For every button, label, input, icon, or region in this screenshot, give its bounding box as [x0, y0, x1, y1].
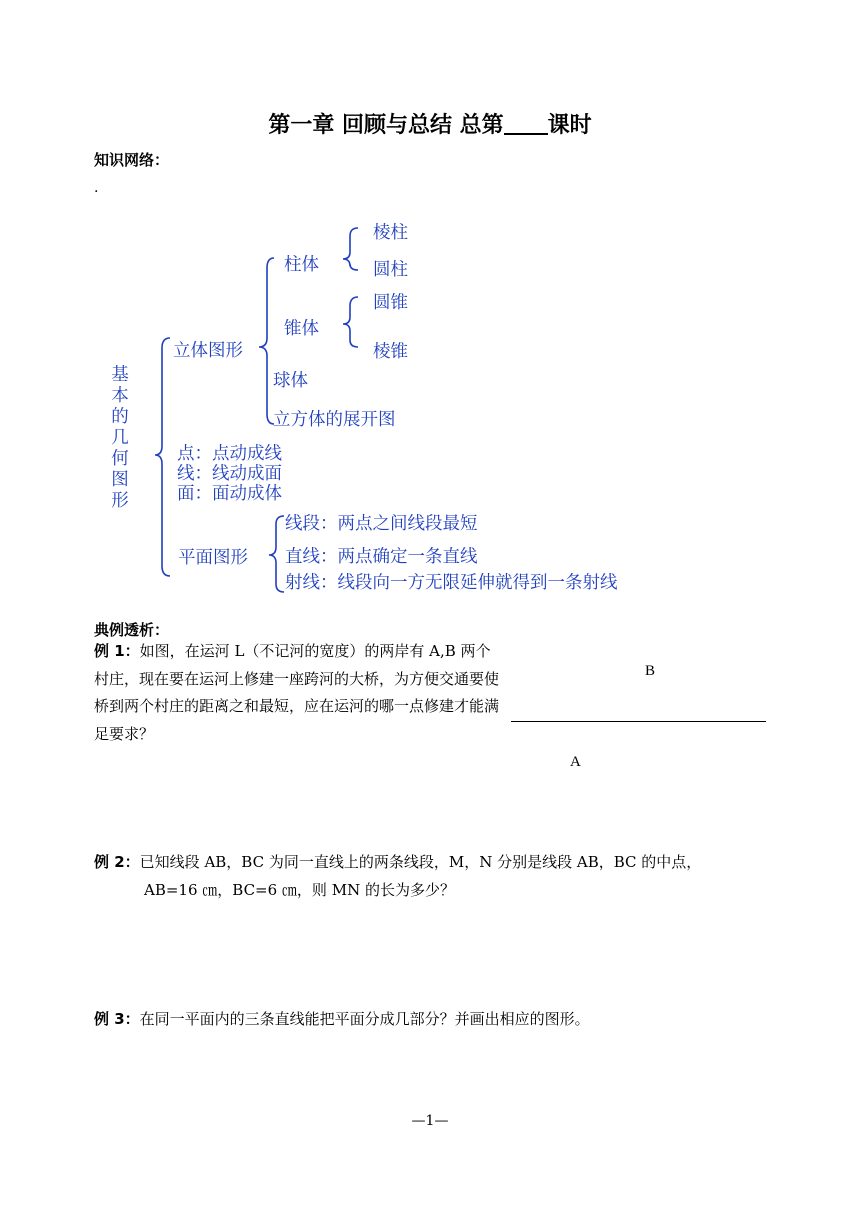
- node-segment: 线段：两点之间线段最短: [285, 514, 478, 534]
- example-2: [94, 849, 794, 904]
- node-prism-body: 柱体: [284, 255, 319, 275]
- example-3-text: 在同一平面内的三条直线能把平面分成几部分？并画出相应的图形。: [139, 1010, 590, 1028]
- root-node: 基 本 的 几 何 图 形: [111, 365, 129, 511]
- main-brace: [155, 338, 170, 576]
- point-a-label: A: [570, 754, 581, 770]
- node-straight-line: 直线：两点确定一条直线: [285, 547, 478, 567]
- example-1: [94, 638, 504, 748]
- prism-brace: [343, 228, 358, 270]
- title-text: 第一章 回顾与总结 总第: [268, 113, 504, 138]
- example-1-label: 例 1：: [94, 642, 140, 660]
- examples-heading: 典例透析：: [94, 621, 170, 639]
- node-point: 点：点动成线: [177, 444, 282, 464]
- river-line: [511, 721, 766, 722]
- example-1-text: 如图，在运河 L（不记河的宽度）的两岸有 A,B 两个村庄，现在要在运河上修建一座跨河的大桥，为方便交通要使桥到两个村庄的距离之和最短，应在运河的哪一点修建才能满足要求？: [94, 642, 500, 743]
- node-surface: 面：面动成体: [177, 484, 282, 504]
- title-suffix: 课时: [547, 113, 592, 138]
- node-line: 线：线动成面: [177, 464, 282, 484]
- plane-brace: [269, 516, 284, 592]
- example-3-label: 例 3：: [94, 1010, 140, 1028]
- node-sphere: 球体: [273, 371, 308, 391]
- node-pyramid: 棱锥: [373, 342, 408, 362]
- node-prism: 棱柱: [373, 223, 408, 243]
- node-cone: 圆锥: [373, 293, 408, 313]
- node-cube-net: 立方体的展开图: [273, 410, 396, 430]
- solid-brace: [259, 258, 274, 424]
- node-solid: 立体图形: [173, 341, 243, 361]
- cone-brace: [343, 297, 358, 347]
- example-2-line-1: 已知线段 AB，BC 为同一直线上的两条线段，M，N 分别是线段 AB，BC 的中点，: [139, 853, 702, 871]
- node-cylinder: 圆柱: [373, 260, 408, 280]
- node-cone-body: 锥体: [284, 319, 319, 339]
- page-number: —1—: [411, 1113, 449, 1129]
- node-ray: 射线：线段向一方无限延伸就得到一条射线: [285, 573, 618, 593]
- example-3: [94, 1006, 794, 1034]
- example-2-line-2: AB=16 ㎝，BC=6 ㎝，则 MN 的长为多少？: [144, 880, 455, 899]
- stray-dot: .: [94, 180, 99, 196]
- example-2-label: 例 2：: [94, 853, 140, 871]
- node-plane: 平面图形: [178, 548, 248, 568]
- point-b-label: B: [645, 663, 656, 679]
- knowledge-network-heading: 知识网络：: [94, 151, 170, 169]
